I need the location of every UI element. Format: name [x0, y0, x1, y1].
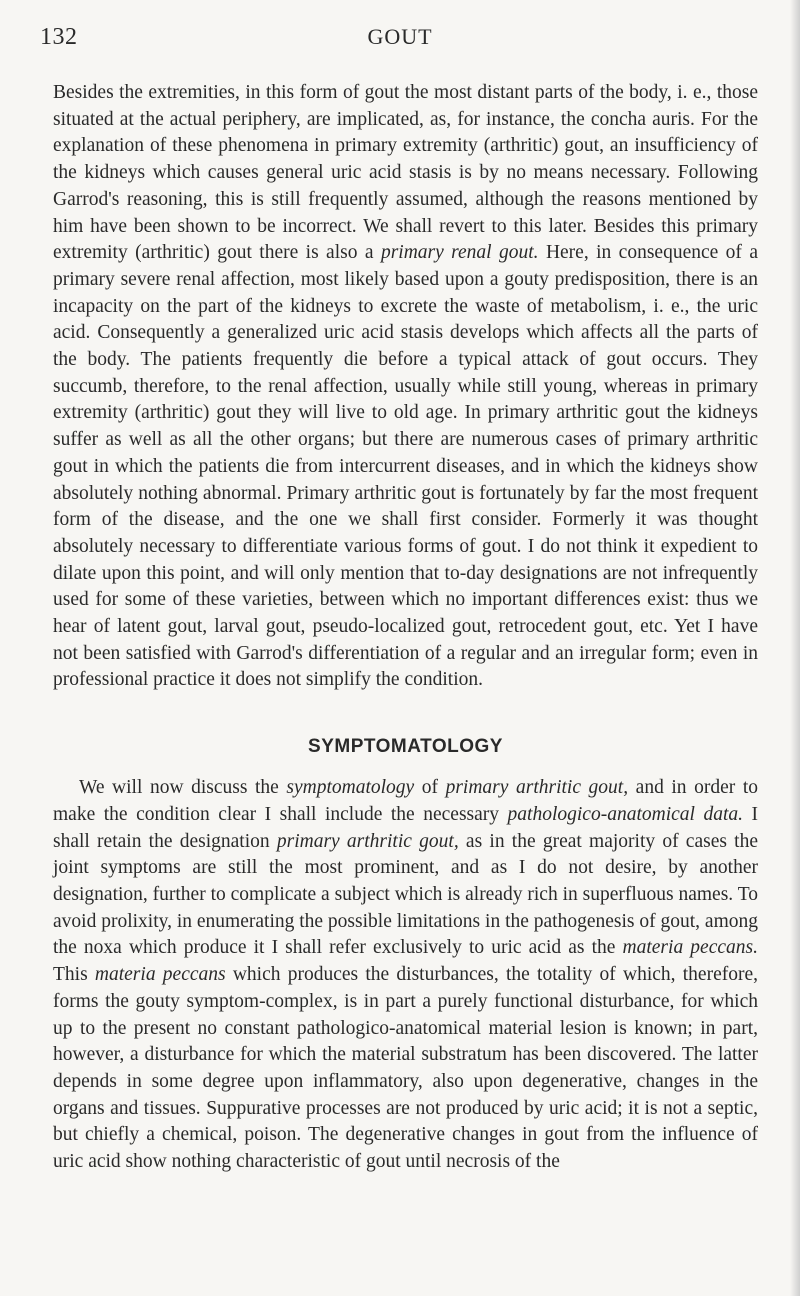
body-text — [53, 80, 758, 1176]
emphasis: symptomatology — [286, 777, 415, 799]
text-run: and in order to make the condition clear I shall include the necessary — [53, 777, 758, 825]
page-header — [40, 20, 760, 60]
text-run: This — [53, 964, 95, 986]
emphasis-primary-renal-gout: primary renal gout. — [380, 242, 539, 264]
emphasis: pathologico-anatomical data. — [507, 803, 743, 825]
page-edge-shadow — [790, 0, 800, 1296]
text-run: of — [414, 777, 446, 799]
emphasis: materia peccans. — [622, 937, 758, 959]
text-run: which produces the disturbances, the totality of which, therefore, forms the gouty symptom-complex, is in part a purely functional disturbance, for which up to the present no constant pathologico-anatomical material lesion is known; in part, however, a disturbance for which the material substratum has been discovered. The latter depends in some degree upon inflammatory, also upon degenerative, changes in the organs and tissues. Suppurative processes are not produced by uric acid; it is not a septic, but chiefly a chemical, poison. The degenerative changes in gout from the influence of uric acid show nothing characteristic of gout until necrosis of the — [53, 964, 759, 1173]
emphasis: primary arthritic gout, — [445, 777, 629, 799]
text-run: I shall retain the designation — [53, 803, 759, 852]
running-head: GOUT — [367, 24, 433, 49]
emphasis: primary arthritic gout, — [276, 830, 459, 852]
page-number: 132 — [40, 24, 78, 50]
emphasis: materia peccans — [94, 964, 226, 986]
section-heading: SYMPTOMATOLOGY — [308, 736, 503, 758]
text-run: We will now discuss the — [79, 777, 287, 799]
text-run: as in the great majority of cases the joint symptoms are still the most prominent, and as I do not desire, by another designation, further to complicate a subject which is already rich in superfluous names. To avoid prolixity, in enumerating the possible limitations in the pathogenesis of gout, among the noxa which produce it I shall refer exclusively to uric acid as the — [53, 830, 758, 959]
paragraph-symptomatology — [53, 775, 758, 1176]
paragraph-intro-continued: Here, in consequence of a primary severe renal affection, most likely based upon a gouty predisposition, there is an incapacity on the part of the kidneys to excrete the waste of metabolism, i. e., the uric acid. Consequently a generalized uric acid stasis develops which affects all the parts of the body. The patients frequently die before a typical attack of gout occurs. They succumb, therefore, to the renal affection, usually while still young, whereas in primary extremity (arthritic) gout they will live to old age. In primary arthritic gout the kidneys suffer as well as all the other organs; but there are numerous cases of primary arthritic gout in which the patients die from intercurrent diseases, and in which the kidneys show absolutely nothing abnormal. Primary arthritic gout is fortunately by far the most frequent form of the disease, and the one we shall first consider. Formerly it was thought absolutely necessary to differentiate various forms of gout. I do not think it expedient to dilate upon this point, and will only mention that to-day designations are not infrequently used for some of these varieties, between which no important differences exist: thus we hear of latent gout, larval gout, pseudo-localized gout, retrocedent gout, etc. Yet I have not been satisfied with Garrod's differentiation of a regular and an irregular form; even in professional practice it does not simplify the condition. — [53, 242, 758, 691]
paragraph-intro-text: Besides the extremities, in this form of gout the most distant parts of the body, i. e., those situated at the actual periphery, are implicated, as, for instance, the concha auris. For the explanation of these phenomena in primary extremity (arthritic) gout, an insufficiency of the kidneys which causes general uric acid stasis is by no means necessary. Following Garrod's reasoning, this is still frequently assumed, although the reasons mentioned by him have been shown to be incorrect. We shall revert to this later. Besides this primary extremity (arthritic) gout there is also a — [53, 82, 758, 264]
paragraph-intro — [53, 80, 758, 694]
